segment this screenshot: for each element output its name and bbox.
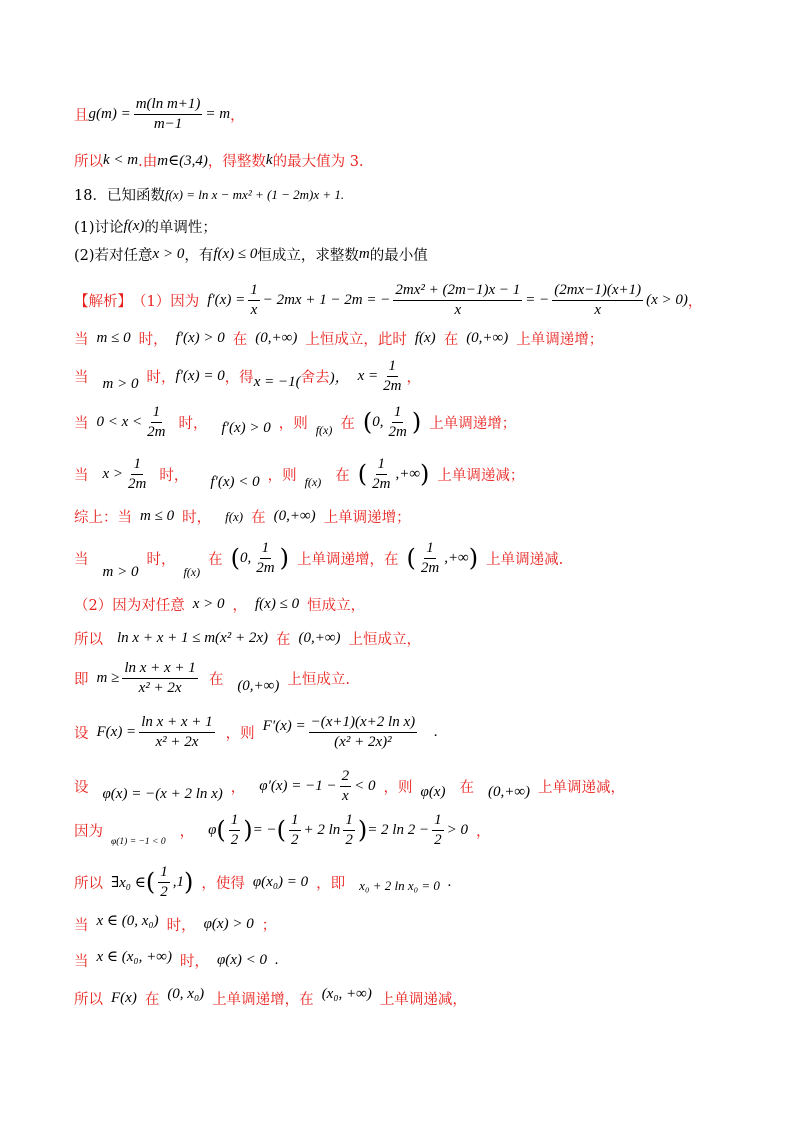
text: 即: [74, 671, 89, 688]
text: 的最小值: [369, 248, 428, 264]
solution-derivative: [74, 282, 760, 318]
denominator: 2m: [383, 377, 402, 394]
fraction: [289, 812, 301, 848]
numerator: 1: [343, 812, 355, 831]
text: 当: [74, 369, 89, 386]
text: 在: [208, 551, 223, 568]
fraction: [387, 404, 409, 440]
text: 的最大值为 3.: [272, 154, 364, 170]
text: 上恒成立.: [287, 671, 350, 688]
math: m∈(3,4): [157, 153, 208, 169]
fraction: [340, 768, 352, 804]
math: (x > 0): [646, 291, 688, 308]
text: 上单调递增；: [516, 332, 604, 348]
fraction: [432, 812, 444, 848]
text: ，得: [224, 369, 254, 386]
define-F: [74, 714, 760, 750]
denominator: (x² + 2x)²: [334, 733, 392, 750]
denominator: 2m: [372, 475, 391, 492]
fraction: [370, 456, 392, 492]
text: ，: [687, 293, 703, 310]
text: 在: [443, 332, 459, 348]
math: φ′(x) = −1 −: [259, 777, 337, 794]
numerator: 1: [376, 456, 388, 475]
fraction: [309, 714, 418, 750]
text: 综上：当: [74, 510, 132, 526]
fraction: [393, 282, 522, 318]
math: x > 0: [152, 246, 185, 262]
fraction: [139, 714, 214, 750]
fraction: [158, 864, 170, 900]
math: = m: [205, 105, 231, 122]
math: k < m: [103, 152, 139, 168]
text: 当: [74, 332, 89, 348]
numerator: 1: [289, 812, 301, 831]
text: ；: [261, 918, 277, 934]
text: ，: [475, 823, 491, 840]
math: φ(1) = −1 < 0: [111, 837, 166, 847]
text: 所以: [74, 632, 103, 648]
math: .: [447, 873, 452, 890]
math: f′(x) > 0: [221, 419, 271, 436]
text: （2）因为对任意: [74, 598, 185, 614]
denominator: 2: [434, 831, 442, 848]
denominator: 2m: [420, 559, 440, 576]
paren: ): [420, 460, 430, 488]
text: ，则: [383, 779, 413, 796]
math: ,+∞: [395, 465, 421, 482]
text: 在: [208, 671, 224, 688]
text: 所以: [74, 154, 103, 170]
math: 0,: [240, 549, 252, 566]
denominator: x: [250, 301, 258, 318]
text: 上单调递减，: [379, 992, 467, 1008]
paren: (: [216, 816, 226, 844]
text: 在: [251, 510, 266, 526]
text: 在: [335, 467, 350, 484]
numerator: 1: [131, 456, 143, 475]
text: 时，: [159, 467, 189, 484]
text: ，有: [184, 248, 214, 264]
text: 时，: [138, 332, 168, 348]
case-x-less: [74, 404, 760, 440]
math: = −: [252, 821, 277, 838]
paren: (: [406, 544, 416, 572]
denominator: 2: [230, 831, 239, 848]
math: m ≥: [96, 669, 120, 686]
math: φ: [208, 821, 217, 838]
fraction: [254, 540, 276, 576]
text: 上单调递增，在: [296, 551, 399, 568]
fraction: [381, 358, 403, 394]
text: 因为: [74, 823, 103, 840]
math: (0,+∞): [273, 508, 316, 524]
text: 设: [74, 725, 89, 742]
denominator: m−1: [153, 115, 183, 132]
text: 当: [74, 551, 89, 568]
solution-tag: 【解析】: [74, 293, 132, 310]
text: ，: [232, 598, 248, 614]
text: 在: [459, 779, 474, 796]
math: x = −1(: [253, 373, 301, 390]
interval-right: [74, 950, 760, 971]
math: φ(x) > 0: [203, 916, 254, 932]
math: f(x): [304, 474, 322, 489]
fraction: [419, 540, 441, 576]
numerator: 1: [387, 358, 399, 377]
math: φ(x): [420, 783, 446, 800]
math: φ(x) = −(x + 2 ln x): [102, 785, 223, 802]
math: ln x + x + 1 ≤ m(x² + 2x): [117, 630, 268, 646]
math: (0,+∞): [298, 630, 341, 646]
text: 上恒成立，此时: [305, 332, 407, 348]
part2-m-bound: [74, 660, 760, 696]
numerator: ln x + x + 1: [122, 660, 197, 679]
fraction: [248, 282, 260, 318]
math: f′(x) = 0: [175, 367, 225, 384]
text: 时，: [178, 415, 208, 432]
text: 上单调递减.: [486, 551, 564, 568]
text: ，即: [316, 875, 346, 892]
text: 时，: [166, 918, 196, 934]
math: f′(x) =: [207, 291, 246, 308]
summary-m-gt-0: [74, 540, 760, 580]
paren: ): [468, 544, 479, 572]
text: 时，: [146, 369, 176, 386]
numerator: 2: [340, 768, 352, 787]
math: f′(x) < 0: [210, 473, 260, 490]
fraction: [552, 282, 643, 318]
paren: (: [276, 816, 287, 844]
problem-18-statement: [74, 184, 760, 205]
math: ,1: [172, 873, 184, 890]
denominator: 2m: [128, 475, 147, 492]
text: 时，: [182, 510, 212, 526]
text: 所以: [74, 875, 103, 892]
text: 舍去: [300, 369, 330, 386]
text: ，: [230, 107, 245, 124]
numerator: 1: [229, 812, 241, 831]
math: (0,+∞): [255, 330, 298, 346]
text: 在: [144, 992, 160, 1008]
paren: ): [243, 816, 253, 844]
numerator: 1: [151, 404, 163, 423]
text: 当: [74, 954, 89, 970]
text: 当: [74, 467, 89, 484]
math: f(x): [123, 218, 145, 234]
math: x ∈ (x₀, +∞): [96, 949, 172, 965]
text: （1）因为: [132, 293, 200, 310]
summary-m-le-0: [74, 506, 760, 527]
math: f′(x) > 0: [175, 330, 225, 346]
text: 上单调递减，: [538, 779, 626, 796]
paren: (: [145, 868, 156, 896]
phi-values: [74, 812, 760, 848]
text: 所以: [74, 992, 103, 1008]
part2-start: [74, 594, 760, 615]
math: m > 0: [102, 563, 139, 580]
text: 上恒成立，: [348, 632, 422, 648]
math: m > 0: [102, 375, 139, 392]
math: = −: [525, 291, 550, 308]
exists-x0: [74, 864, 760, 900]
numerator: 1: [424, 540, 436, 559]
text: 时，: [179, 954, 209, 970]
math: φ(x₀) = 0: [252, 873, 309, 890]
math: F(x): [111, 990, 137, 1006]
text: 时，: [146, 551, 176, 568]
math: x =: [357, 367, 379, 384]
math: f(x) ≤ 0: [213, 246, 258, 262]
text: ，得整数: [207, 154, 266, 170]
math: .: [434, 723, 438, 740]
math: f(x): [183, 564, 201, 579]
text: 在: [275, 632, 291, 648]
numerator: 1: [158, 864, 170, 883]
math: = 2 ln 2 −: [367, 821, 430, 838]
math: k: [265, 152, 273, 168]
denominator: 2: [291, 831, 299, 848]
fraction: [134, 96, 203, 132]
math: 0,: [372, 413, 384, 430]
text: 恒成立，求整数: [257, 248, 359, 264]
text: 上单调递增；: [323, 510, 411, 526]
part2-inequality: [74, 628, 760, 649]
text: (2)若对任意: [74, 248, 153, 264]
math: (0,+∞): [487, 783, 531, 800]
text: 上单调递增；: [429, 415, 517, 432]
math: ,+∞: [444, 549, 469, 566]
case-m-gt-0-root: [74, 358, 760, 394]
text: 在: [340, 415, 355, 432]
text: ，则: [267, 467, 297, 484]
math: F′(x) =: [262, 717, 306, 734]
line-conclusion-k: [74, 150, 760, 171]
math: )，: [329, 369, 350, 386]
math: x ∈ (0, x₀): [96, 913, 159, 929]
math: (0,+∞): [466, 330, 509, 346]
text: ，: [179, 823, 195, 840]
math: f(x): [315, 422, 333, 437]
denominator: 2m: [147, 423, 166, 440]
numerator: −(x+1)(x+2 ln x): [309, 714, 418, 733]
paren: (: [230, 544, 240, 572]
math: > 0: [446, 821, 468, 838]
paren: (: [362, 408, 373, 436]
math: 0 < x <: [96, 413, 143, 430]
paren: ): [357, 816, 368, 844]
math: ∃x₀ ∈: [111, 874, 146, 891]
numerator: m(ln m+1): [134, 96, 203, 115]
text: 18．已知函数: [74, 188, 165, 204]
text: .由: [138, 154, 158, 170]
numerator: 1: [392, 404, 404, 423]
denominator: 2: [345, 831, 353, 848]
text: 设: [74, 779, 89, 796]
text: ，则: [225, 725, 255, 742]
math: .: [275, 952, 279, 968]
math: x₀ + 2 ln x₀ = 0: [359, 878, 440, 893]
denominator: x² + 2x: [138, 679, 182, 696]
fraction: [229, 812, 241, 848]
problem-18-part1: [74, 216, 760, 237]
denominator: x: [454, 301, 462, 318]
case-x-greater: [74, 456, 760, 492]
text: ，使得: [201, 875, 245, 892]
denominator: 2m: [388, 423, 407, 440]
math: x >: [102, 465, 124, 482]
math: < 0: [354, 777, 376, 794]
math: x > 0: [192, 596, 225, 612]
text: ，: [406, 369, 421, 386]
numerator: (2mx−1)(x+1): [552, 282, 643, 301]
interval-left: [74, 914, 760, 935]
math: m ≤ 0: [140, 508, 175, 524]
text: 上单调递增，在: [212, 992, 314, 1008]
fraction: [122, 660, 197, 696]
math: + 2 ln: [303, 821, 341, 838]
math: f(x) = ln x − mx² + (1 − 2m)x + 1.: [164, 186, 345, 202]
text: ，则: [278, 415, 308, 432]
paren: ): [279, 544, 289, 572]
math: (x₀, +∞): [321, 986, 372, 1002]
numerator: 2mx² + (2m−1)x − 1: [393, 282, 522, 301]
F-monotonicity: [74, 988, 760, 1009]
fraction: [126, 456, 148, 492]
text: 当: [74, 415, 89, 432]
math: (0,+∞): [237, 677, 280, 694]
case-m-le-0: [74, 328, 760, 349]
numerator: 1: [248, 282, 260, 301]
text: ，: [230, 779, 246, 796]
paren: ): [184, 868, 194, 896]
numerator: 1: [432, 812, 444, 831]
text: (1)讨论: [74, 220, 124, 236]
math: φ(x) < 0: [216, 952, 268, 968]
denominator: 2: [160, 883, 168, 900]
line-g-of-m: [74, 96, 760, 132]
paren: (: [357, 460, 368, 488]
fraction: [343, 812, 355, 848]
math: f(x): [225, 508, 244, 524]
math: − 2mx + 1 − 2m = −: [262, 291, 391, 308]
problem-18-part2: [74, 244, 760, 265]
text: 上单调递减；: [437, 467, 525, 484]
math: g(m) =: [88, 105, 131, 122]
text: 且: [74, 107, 89, 124]
denominator: 2m: [256, 559, 275, 576]
denominator: x: [342, 787, 349, 804]
text: 当: [74, 918, 89, 934]
numerator: 1: [260, 540, 272, 559]
text: 的单调性；: [144, 220, 217, 236]
text: 在: [232, 332, 248, 348]
numerator: ln x + x + 1: [139, 714, 214, 733]
fraction: [145, 404, 167, 440]
math: m ≤ 0: [96, 330, 131, 346]
math: f(x) ≤ 0: [255, 596, 300, 612]
denominator: x: [594, 301, 601, 318]
denominator: x² + 2x: [155, 733, 199, 750]
math: F(x) =: [96, 723, 137, 740]
math: m: [358, 246, 370, 262]
paren: ): [411, 408, 422, 436]
math: (0, x₀): [167, 986, 205, 1002]
define-phi: [74, 768, 760, 804]
text: 恒成立，: [307, 598, 366, 614]
math: f(x): [414, 330, 436, 346]
